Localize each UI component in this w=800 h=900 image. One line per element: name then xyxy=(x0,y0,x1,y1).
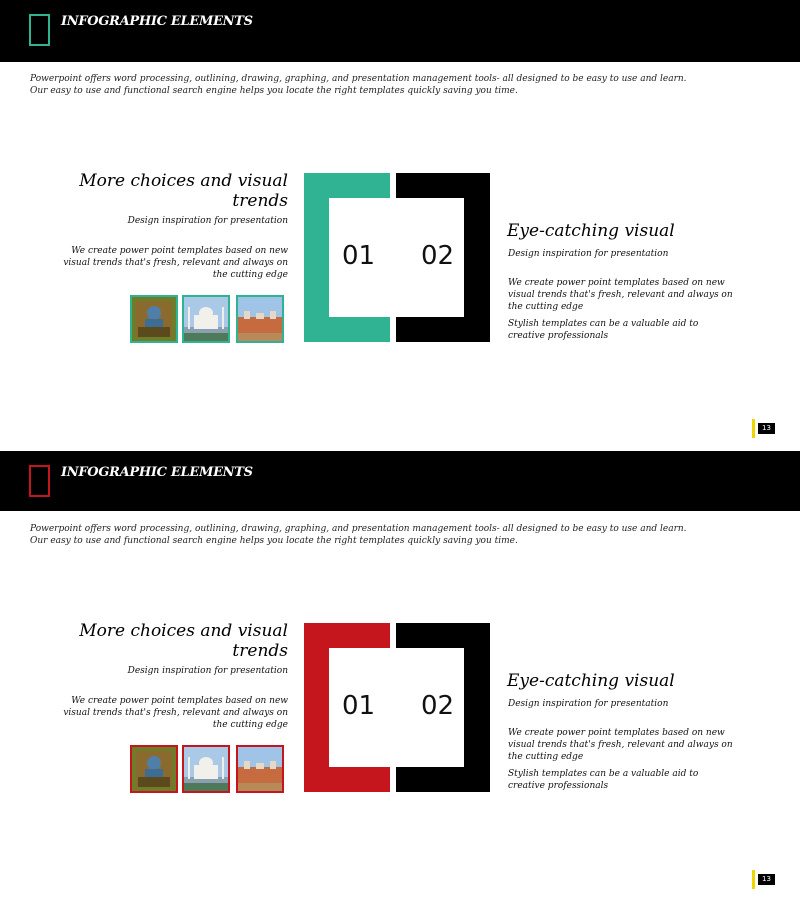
page-marker-icon xyxy=(752,419,755,438)
page-number xyxy=(752,419,774,438)
right-body-1: We create power point templates based on new visual trends that's fresh, relevant and always on the cutting edge xyxy=(508,278,733,312)
step-number-02: 02 xyxy=(421,241,455,271)
left-title: More choices and visual trends xyxy=(79,621,288,661)
left-title: More choices and visual trends xyxy=(79,171,288,211)
right-body-1: We create power point templates based on new visual trends that's fresh, relevant and always on the cutting edge xyxy=(508,728,733,762)
left-body: We create power point templates based on new visual trends that's fresh, relevant and always on the cutting edge xyxy=(63,696,288,730)
intro-line-2: Our easy to use and functional search engine helps you locate the right templates quickly saving you time. xyxy=(30,536,518,546)
red-fort-image xyxy=(236,745,284,793)
slide-header xyxy=(0,451,800,511)
page-number-label: 13 xyxy=(758,423,775,434)
left-body: We create power point templates based on new visual trends that's fresh, relevant and always on the cutting edge xyxy=(63,246,288,280)
taj-mahal-image xyxy=(182,295,230,343)
right-body-2: Stylish templates can be a valuable aid to creative professionals xyxy=(508,319,699,341)
frame-icon xyxy=(29,14,50,46)
right-body-2: Stylish templates can be a valuable aid to creative professionals xyxy=(508,769,699,791)
intro-line-2: Our easy to use and functional search engine helps you locate the right templates quickly saving you time. xyxy=(30,86,518,96)
right-title: Eye-catching visual xyxy=(507,671,675,691)
right-title: Eye-catching visual xyxy=(507,221,675,241)
header-title: INFOGRAPHIC ELEMENTS xyxy=(61,465,253,480)
intro-line-1: Powerpoint offers word processing, outlining, drawing, graphing, and presentation management tools- all designed to be easy to use and learn. xyxy=(30,524,687,534)
page-number xyxy=(752,870,774,889)
frame-icon xyxy=(29,465,50,497)
temple-carving-image xyxy=(130,295,178,343)
page-number-label: 13 xyxy=(758,874,775,885)
temple-carving-image xyxy=(130,745,178,793)
intro-text xyxy=(30,523,770,547)
slide-2 xyxy=(0,450,800,900)
header-title: INFOGRAPHIC ELEMENTS xyxy=(61,14,253,29)
step-number-01: 01 xyxy=(342,691,376,721)
intro-text xyxy=(30,73,770,97)
thumbnail-row xyxy=(130,745,290,795)
taj-mahal-image xyxy=(182,745,230,793)
right-subtitle: Design inspiration for presentation xyxy=(508,249,669,259)
intro-line-1: Powerpoint offers word processing, outlining, drawing, graphing, and presentation management tools- all designed to be easy to use and learn. xyxy=(30,74,687,84)
left-subtitle: Design inspiration for presentation xyxy=(127,666,288,676)
step-number-02: 02 xyxy=(421,691,455,721)
right-subtitle: Design inspiration for presentation xyxy=(508,699,669,709)
thumbnail-row xyxy=(130,295,290,345)
slide-header xyxy=(0,0,800,62)
left-subtitle: Design inspiration for presentation xyxy=(127,216,288,226)
step-number-01: 01 xyxy=(342,241,376,271)
red-fort-image xyxy=(236,295,284,343)
page-marker-icon xyxy=(752,870,755,889)
